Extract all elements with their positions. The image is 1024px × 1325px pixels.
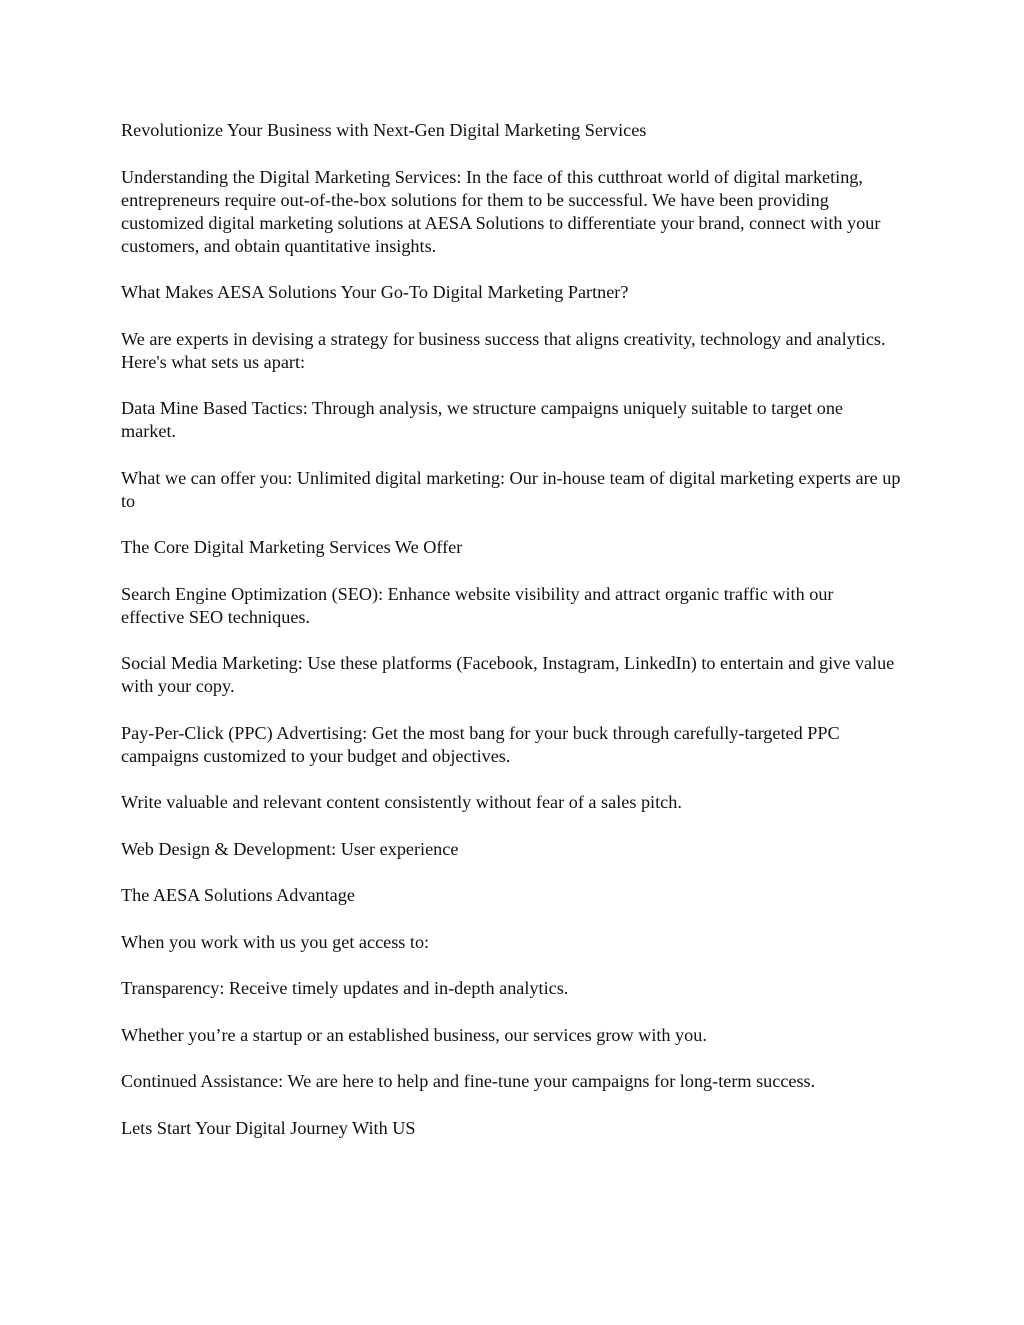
paragraph-what-we-offer: What we can offer you: Unlimited digital marketing: Our in-house team of digital marketing experts are up to <box>121 467 901 511</box>
heading-advantage: The AESA Solutions Advantage <box>121 885 355 905</box>
paragraph-continued-assistance: Continued Assistance: We are here to help and fine-tune your campaigns for long-term success. <box>121 1071 816 1091</box>
paragraph-web-design: Web Design & Development: User experience <box>121 838 459 859</box>
paragraph-scalability: Whether you’re a startup or an established business, our services grow with you. <box>121 1024 707 1045</box>
paragraph-content: Write valuable and relevant content consistently without fear of a sales pitch. <box>121 792 682 812</box>
paragraph-experts-strategy: We are experts in devising a strategy for business success that aligns creativity, technology and analytics. Here's what sets us apart: <box>121 328 886 372</box>
document-body <box>121 119 901 1163</box>
paragraph-understanding-services: Understanding the Digital Marketing Services: In the face of this cutthroat world of digital marketing, entrepreneurs require out-of-the-box solutions for them to be successful. We have been providing customized digital marketing solutions at AESA Solutions to differentiate your brand, connect with your customers, and obtain quantitative insights. <box>121 166 881 256</box>
paragraph-data-mine-tactics: Data Mine Based Tactics: Through analysis, we structure campaigns uniquely suitable to target one market. <box>121 398 844 441</box>
closing-line: Lets Start Your Digital Journey With US <box>121 1117 416 1138</box>
heading-go-to-partner: What Makes AESA Solutions Your Go-To Digital Marketing Partner? <box>121 282 629 302</box>
heading-core-services: The Core Digital Marketing Services We Offer <box>121 537 463 557</box>
paragraph-social-media: Social Media Marketing: Use these platforms (Facebook, Instagram, LinkedIn) to entertain and give value with your copy. <box>121 653 895 696</box>
paragraph-transparency: Transparency: Receive timely updates and in-depth analytics. <box>121 978 569 998</box>
document-title: Revolutionize Your Business with Next-Gen Digital Marketing Services <box>121 120 647 140</box>
paragraph-access: When you work with us you get access to: <box>121 931 430 952</box>
paragraph-ppc: Pay-Per-Click (PPC) Advertising: Get the most bang for your buck through carefully-targeted PPC campaigns customized to your budget and objectives. <box>121 722 840 766</box>
paragraph-seo: Search Engine Optimization (SEO): Enhance website visibility and attract organic traffic with our effective SEO techniques. <box>121 583 834 627</box>
